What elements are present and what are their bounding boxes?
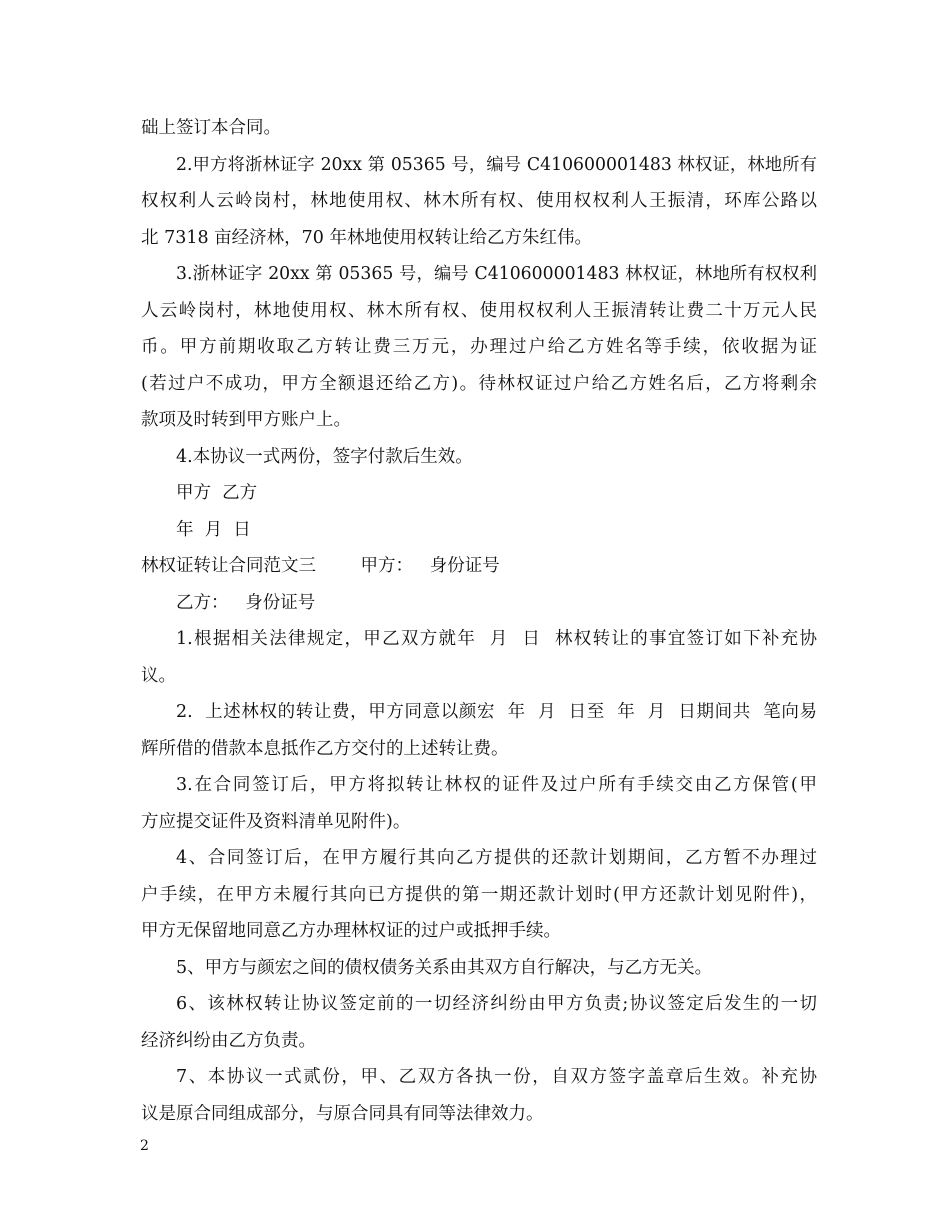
text-line: 乙方： 身份证号 [176, 592, 316, 613]
text-line: 款项及时转到甲方账户上。 [141, 410, 351, 430]
text-line: 4.本协议一式两份，签字付款后生效。 [176, 446, 473, 467]
text-line: 础上签订本合同。 [141, 118, 281, 138]
text-line: 甲方无保留地同意乙方办理林权证的过户或抵押手续。 [141, 921, 561, 941]
text-line: (若过户不成功，甲方全额退还给乙方)。待林权证过户给乙方姓名后，乙方将剩余 [141, 373, 817, 394]
text-line: 币。甲方前期收取乙方转让费三万元，办理过户给乙方姓名等手续，依收据为证 [141, 337, 817, 357]
text-line: 3.浙林证字 20xx 第 05365 号，编号 C410600001483 林权证，林地所有权权利 [176, 264, 817, 284]
text-line: 人云岭岗村，林地使用权、林木所有权、使用权权利人王振清转让费二十万元人民 [141, 300, 817, 321]
section-heading: 林权证转让合同范文三 甲方： 身份证号 [141, 556, 500, 576]
text-line: 权权利人云岭岗村，林地使用权、林木所有权、使用权权利人王振清，环库公路以 [141, 191, 817, 211]
text-line: 1.根据相关法律规定，甲乙双方就年 月 日 林权转让的事宜签订如下补充协 [176, 629, 817, 649]
text-line: 议是原合同组成部分，与原合同具有同等法律效力。 [141, 1103, 544, 1124]
signature-parties-line: 甲方 乙方 [176, 483, 258, 503]
document-body [141, 110, 817, 1132]
text-line: 2. 上述林权的转让费，甲方同意以颜宏 年 月 日至 年 月 日期间共 笔向易 [176, 702, 817, 722]
text-line: 7、本协议一式贰份，甲、乙双方各执一份，自双方签字盖章后生效。补充协 [176, 1067, 817, 1087]
page-number: 2 [140, 1138, 149, 1154]
date-line: 年 月 日 [176, 519, 251, 540]
text-line: 2.甲方将浙林证字 20xx 第 05365 号，编号 C410600001483 林权证，林地所有 [176, 154, 817, 175]
text-line: 5、甲方与颜宏之间的债权债务关系由其双方自行解决，与乙方无关。 [176, 957, 713, 978]
text-line: 户手续，在甲方未履行其向已方提供的第一期还款计划时(甲方还款计划见附件)， [141, 884, 817, 905]
text-line: 4、合同签订后，在甲方履行其向乙方提供的还款计划期间，乙方暂不办理过 [176, 848, 817, 868]
text-line: 经济纠纷由乙方负责。 [141, 1030, 316, 1051]
text-line: 北 7318 亩经济林，70 年林地使用权转让给乙方朱红伟。 [141, 227, 592, 248]
text-line: 议。 [141, 665, 176, 686]
text-line: 3.在合同签订后，甲方将拟转让林权的证件及过户所有手续交由乙方保管(甲 [176, 775, 817, 795]
text-line: 方应提交证件及资料清单见附件)。 [141, 811, 411, 832]
text-line: 辉所借的借款本息抵作乙方交付的上述转让费。 [141, 738, 509, 759]
text-line: 6、该林权转让协议签定前的一切经济纠纷由甲方负责;协议签定后发生的一切 [176, 994, 817, 1014]
